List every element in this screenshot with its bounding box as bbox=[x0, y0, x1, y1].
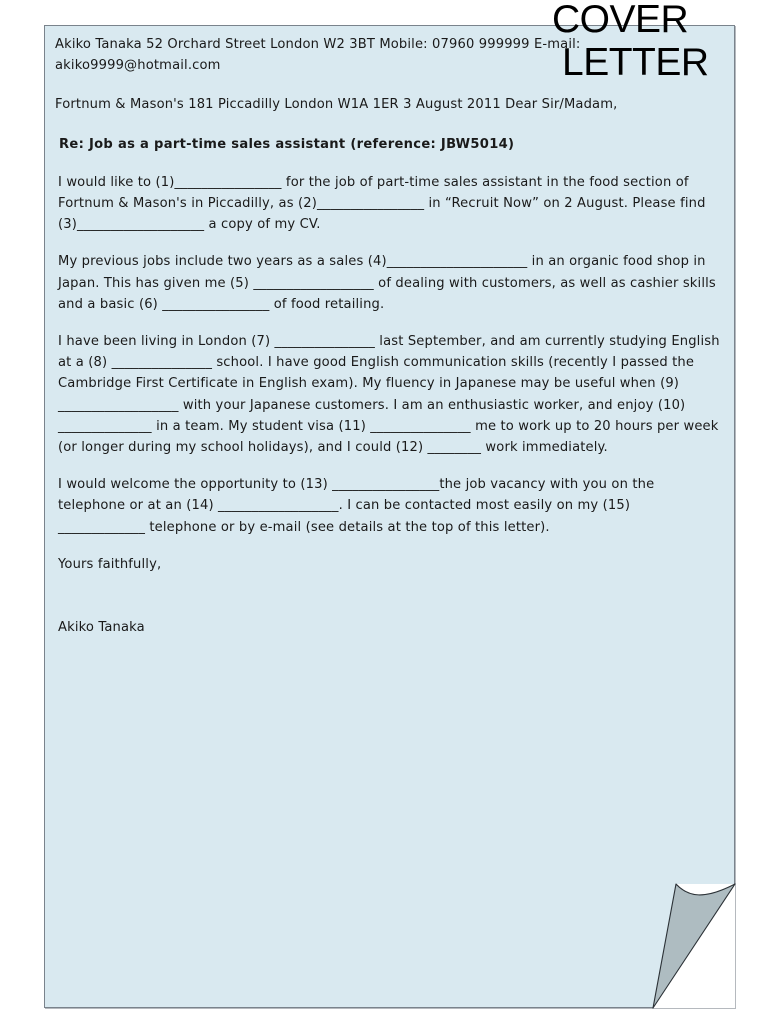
closing-salutation: Yours faithfully, bbox=[58, 556, 162, 572]
paragraph-1: I would like to (1)________________ for the job of part-time sales assistant in the food section of Fortnum & Mason's in Piccadilly, as (2)________________ in “Recruit Now” on 2 August. Please find (3)___________________ a copy of my CV. bbox=[58, 174, 706, 233]
sender-address-block: Akiko Tanaka 52 Orchard Street London W2 3BT Mobile: 07960 999999 E-mail: akiko9999@hotmail.com bbox=[55, 37, 581, 74]
recipient-address-and-salutation: Fortnum & Mason's 181 Piccadilly London W1A 1ER 3 August 2011 Dear Sir/Madam, bbox=[55, 97, 618, 113]
page-title-line-1: COVER bbox=[552, 0, 689, 41]
page-title-line-2: LETTER bbox=[562, 41, 709, 84]
paragraph-3: I have been living in London (7) _______________ last September, and am currently studying English at a (8) _______________ school. I have good English communication skills (recently I passed the Cambridge First Certificate in English exam). My fluency in Japanese may be useful when (9) __________________ with your Japanese customers. I am an enthusiastic worker, and enjoy (10) ______________ in a team. My student visa (11) _______________ me to work up to 20 hours per week (or longer during my school holidays), and I could (12) ________ work immediately. bbox=[58, 334, 720, 456]
paragraph-4: I would welcome the opportunity to (13) ________________the job vacancy with you on the telephone or at an (14) __________________. I can be contacted most easily on my (15) _____________ telephone or by e-mail (see details at the top of this letter). bbox=[58, 477, 655, 535]
signature-name: Akiko Tanaka bbox=[58, 620, 145, 636]
subject-line: Re: Job as a part-time sales assistant (reference: JBW5014) bbox=[59, 136, 515, 152]
paragraph-2: My previous jobs include two years as a sales (4)_____________________ in an organic food shop in Japan. This has given me (5) __________________ of dealing with customers, as well as cashier skills and a basic (6) ________________ of food retailing. bbox=[58, 254, 716, 312]
letter-body bbox=[55, 34, 720, 654]
letter-page bbox=[44, 25, 735, 1008]
